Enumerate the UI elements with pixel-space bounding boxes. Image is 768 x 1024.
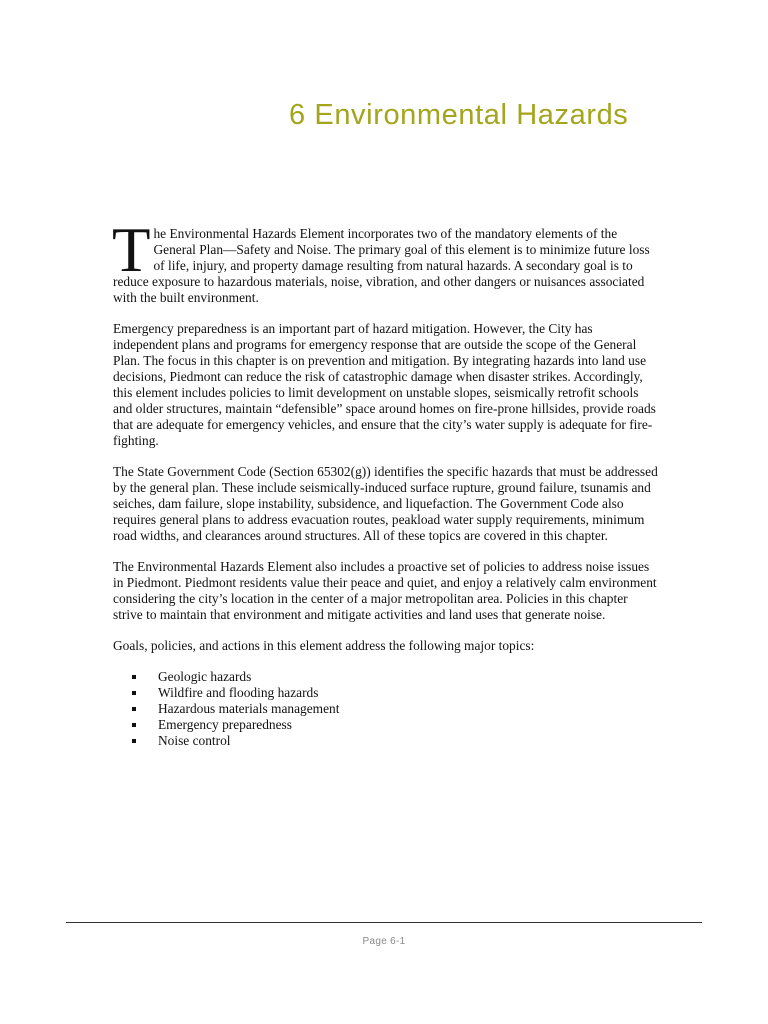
intro-text: he Environmental Hazards Element incorporates two of the mandatory elements of the General Plan—Safety and Noise. The primary goal of this element is to minimize future loss of life, injury, and property damage resulting from natural hazards. A secondary goal is to reduce exposure to hazardous materials, noise, vibration, and other dangers or nuisances associated with the built environment. xyxy=(113,226,650,305)
paragraph-noise: The Environmental Hazards Element also includes a proactive set of policies to address noise issues in Piedmont. Piedmont residents value their peace and quiet, and enjoy a relatively calm environment considering the city’s location in the center of a major metropolitan area. Policies in this chapter strive to maintain that environment and mitigate activities and land uses that generate noise. xyxy=(113,559,657,622)
topic-label: Wildfire and flooding hazards xyxy=(158,685,319,700)
list-item xyxy=(113,701,658,717)
paragraph-emergency-preparedness: Emergency preparedness is an important part of hazard mitigation. However, the City has independent plans and programs for emergency response that are outside the scope of the General Plan. The focus in this chapter is on prevention and mitigation. By integrating hazards into land use decisions, Piedmont can reduce the risk of catastrophic damage when disaster strikes. Accordingly, this element includes policies to limit development on unstable slopes, seismically retrofit schools and older structures, maintain “defensible” space around homes on fire-prone hillsides, provide roads that are adequate for emergency vehicles, and ensure that the city’s water supply is adequate for fire-fighting. xyxy=(113,321,656,448)
square-bullet-icon xyxy=(132,723,136,727)
footer-divider xyxy=(66,922,702,923)
square-bullet-icon xyxy=(132,691,136,695)
topic-label: Noise control xyxy=(158,733,231,748)
topic-label: Hazardous materials management xyxy=(158,701,340,716)
page-title: 6 Environmental Hazards xyxy=(289,99,629,131)
paragraph-government-code: The State Government Code (Section 65302(g)) identifies the specific hazards that must be addressed by the general plan. These include seismically-induced surface rupture, ground failure, tsunamis and seiches, dam failure, slope instability, subsidence, and liquefaction. The Government Code also requires general plans to address evacuation routes, peakload water supply requirements, minimum road widths, and clearances around structures. All of these topics are covered in this chapter. xyxy=(113,464,658,543)
list-item xyxy=(113,733,658,749)
list-item xyxy=(113,669,658,685)
list-item xyxy=(113,685,658,701)
page-number: Page 6-1 xyxy=(362,936,406,947)
drop-cap: T xyxy=(112,215,151,285)
topic-label: Emergency preparedness xyxy=(158,717,292,732)
paragraph-topics-intro: Goals, policies, and actions in this element address the following major topics: xyxy=(113,638,535,653)
topic-list xyxy=(113,669,658,749)
square-bullet-icon xyxy=(132,675,136,679)
list-item xyxy=(113,717,658,733)
square-bullet-icon xyxy=(132,739,136,743)
intro-paragraph xyxy=(112,215,658,306)
chapter-body xyxy=(112,215,658,749)
topic-label: Geologic hazards xyxy=(158,669,252,684)
square-bullet-icon xyxy=(132,707,136,711)
